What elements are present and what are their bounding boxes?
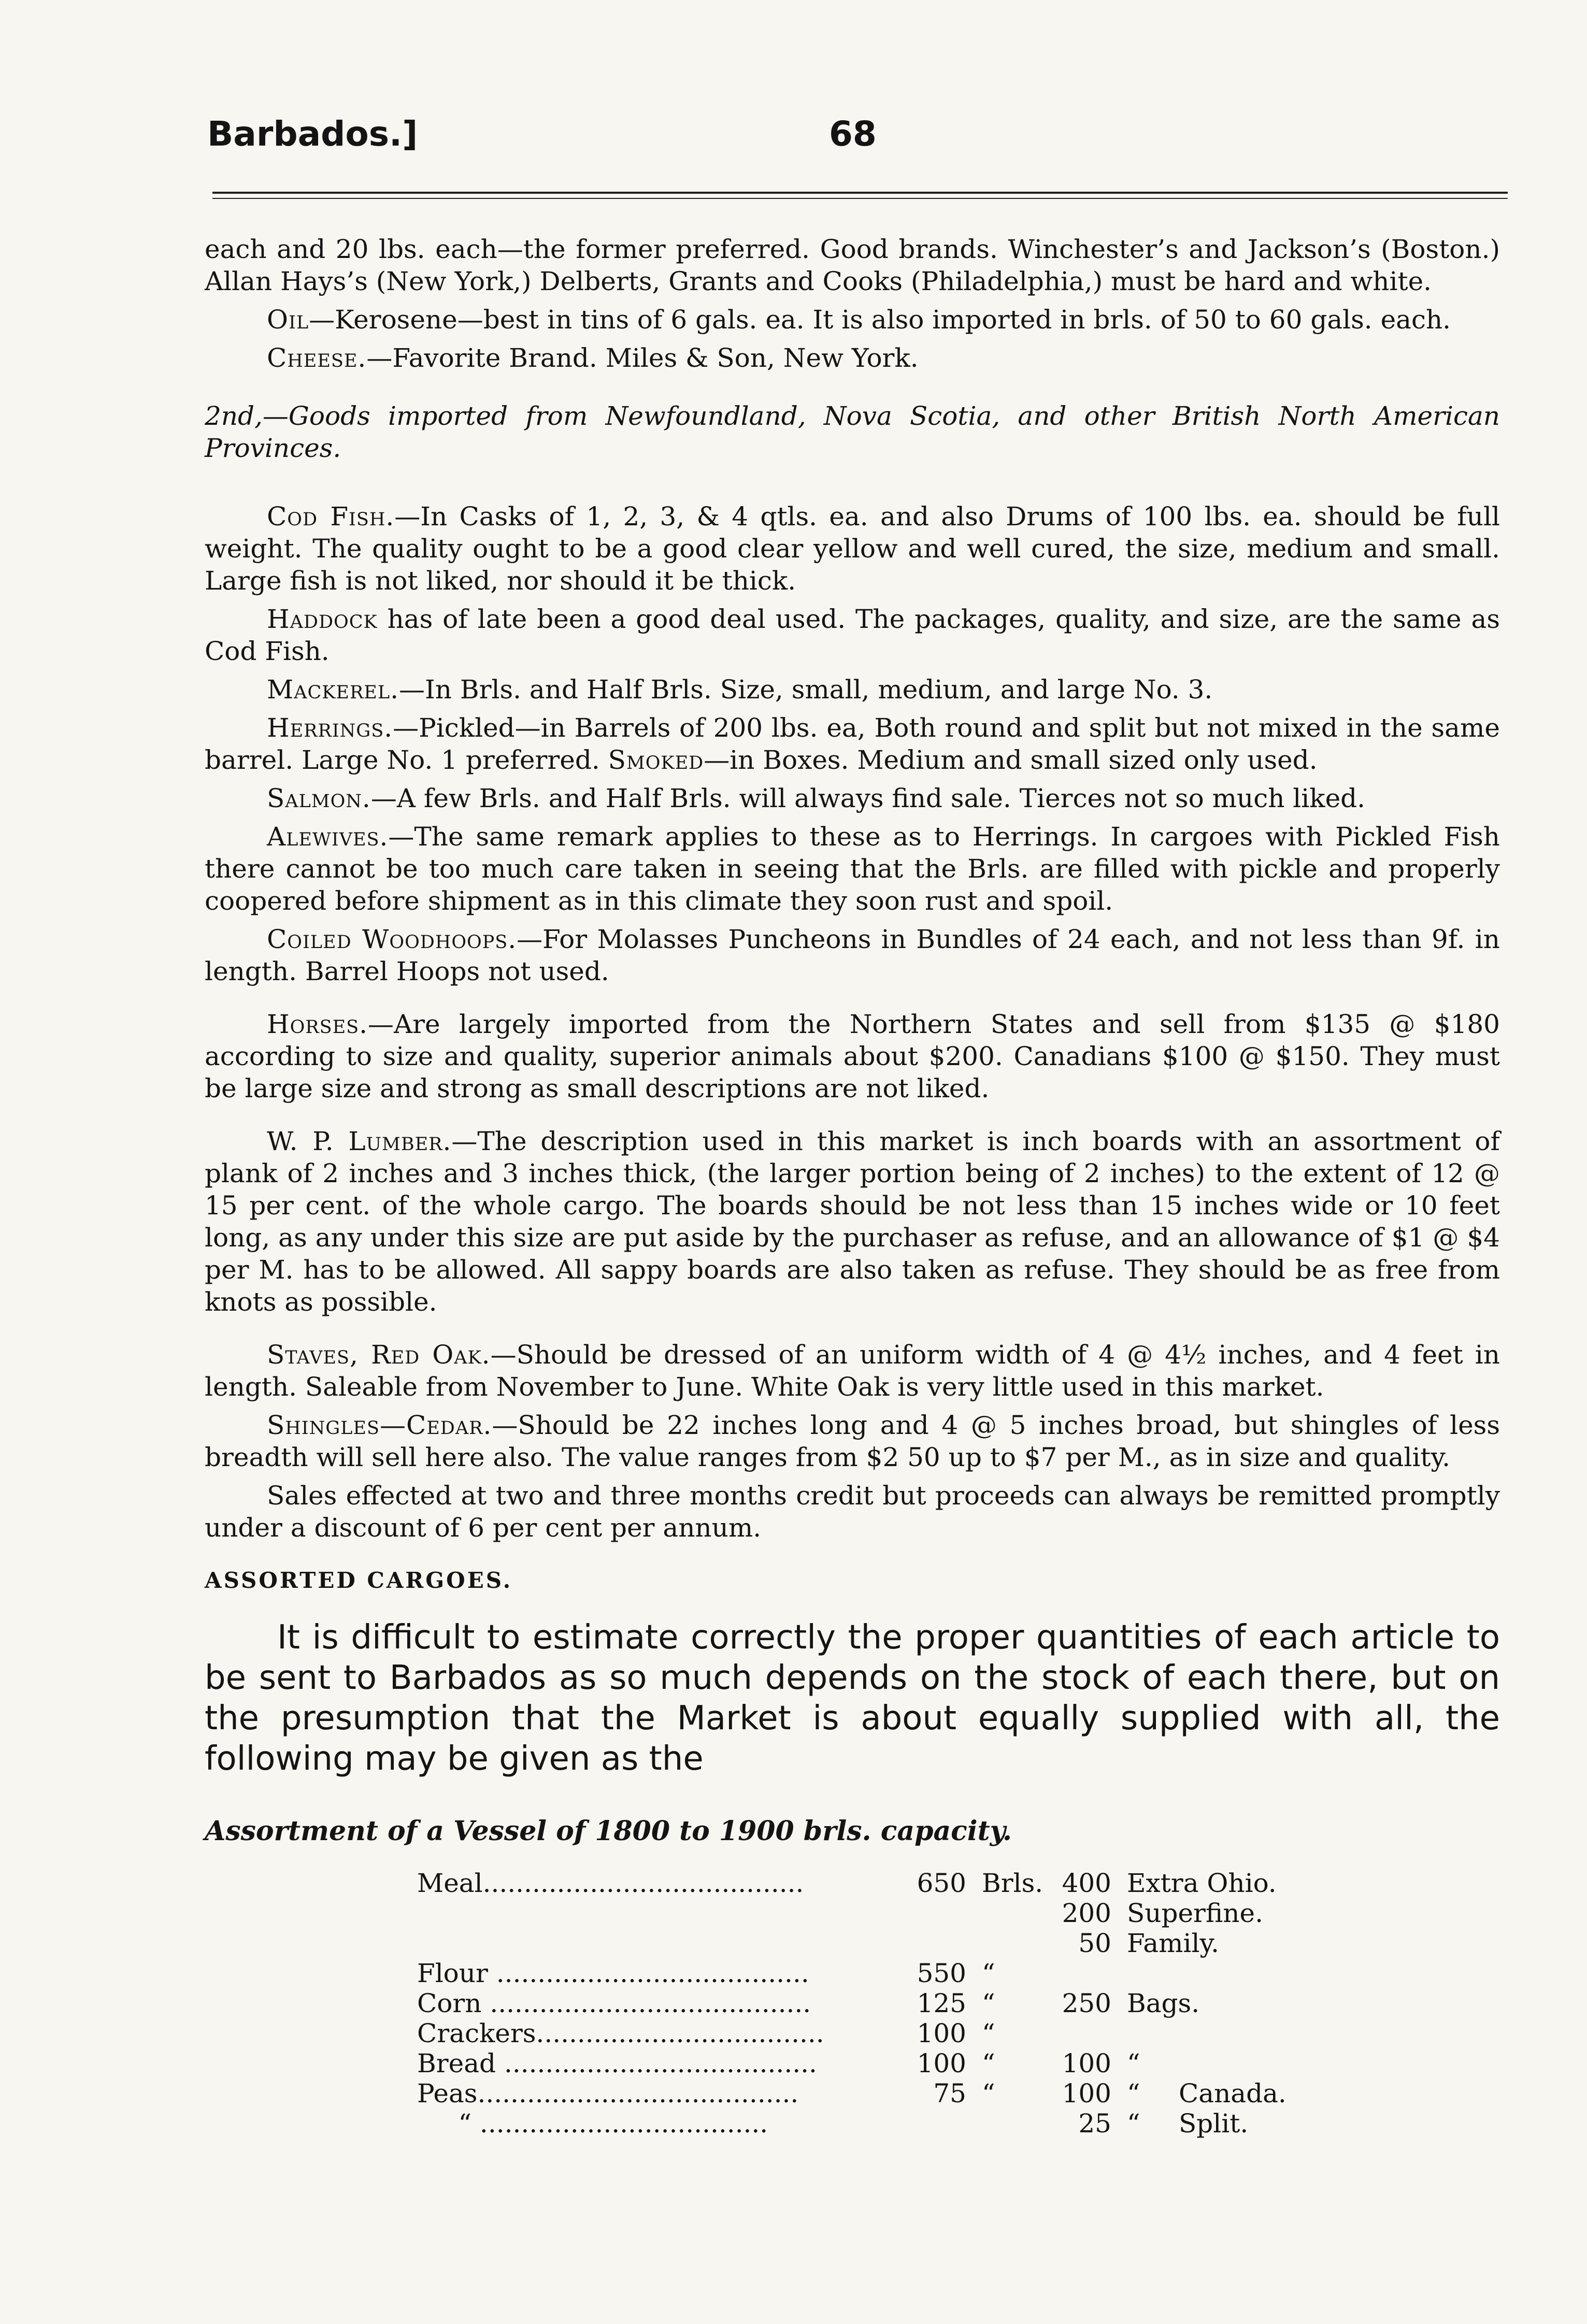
text-woodhoops: —For Molasses Puncheons in Bundles of 24 each, and not less than 9f. in length. Barrel Hoops not used. [205, 924, 1500, 986]
cargo-item: Crackers................................... [417, 2018, 824, 2048]
spacer [205, 994, 1500, 1008]
cargo-sub-quantity: 250 [1062, 1988, 1111, 2018]
spacer [205, 1111, 1500, 1125]
cargo-item: “ ................................... [417, 2108, 768, 2139]
paragraph-herrings [205, 712, 1500, 776]
paragraph-haddock [205, 603, 1500, 667]
text-shingles: —Should be 22 inches long and 4 @ 5 inches broad, but shingles of less breadth will sell here also. The value ranges from $2 50 up to $7 per M., as in size and quality. [205, 1410, 1500, 1472]
cargo-unit: “ [982, 2048, 995, 2078]
text-herrings-1: —Pickled—in Barrels of 200 lbs. ea, Both round and split but not mixed in the same barrel. Large No. 1 preferred. [205, 713, 1500, 775]
cargo-sub-description: Canada. [1179, 2078, 1286, 2108]
table-row [205, 2018, 1500, 2048]
cargo-sub-quantity: 100 [1062, 2078, 1111, 2108]
table-row [205, 1928, 1500, 1958]
heading-staves: Staves, Red Oak. [267, 1340, 491, 1370]
spacer [205, 1324, 1500, 1339]
text-horses: —Are largely imported from the Northern States and sell from $135 @ $180 according to size and quality, superior animals about $200. Canadians $100 @ $150. They must be large size and strong as small descriptions are not liked. [205, 1009, 1500, 1103]
heading-alewives: Alewives. [267, 822, 389, 852]
cargo-quantity: 100 [917, 2048, 966, 2078]
cargo-item: Corn ....................................... [417, 1988, 811, 2018]
assorted-cargoes-title: ASSORTED CARGOES. [205, 1568, 513, 1593]
section-lead: 2nd, [205, 401, 263, 431]
cargo-sub-quantity: 100 [1062, 2048, 1111, 2078]
heading-salmon: Salmon. [267, 783, 371, 813]
cargo-item: Flour ...................................... [417, 1958, 809, 1988]
running-head: Barbados.] [207, 114, 418, 154]
section-text: —Goods imported from Newfoundland, Nova Scotia, and other British North American Provinces. [205, 401, 1500, 463]
table-row [205, 2048, 1500, 2078]
cargo-sub-quantity: 200 [1062, 1898, 1111, 1928]
text-alewives: —The same remark applies to these as to Herrings. In cargoes with Pickled Fish there cannot be too much care taken in seeing that the Brls. are filled with pickle and properly coopered before shipment as in this climate they soon rust and spoil. [205, 822, 1500, 916]
cargo-sub-quantity: 400 [1062, 1868, 1111, 1898]
paragraph-continued: each and 20 lbs. each—the former preferred. Good brands. Winchester’s and Jackson’s (Boston.) Allan Hays’s (New York,) Delberts, Grants and Cooks (Philadelphia,) must be hard and white. [205, 234, 1500, 296]
cargo-unit: “ [982, 2078, 995, 2108]
assortment-table [205, 1868, 1500, 2139]
paragraph-sales: Sales effected at two and three months credit but proceeds can always be remitted promptly under a discount of 6 per cent per annum. [205, 1481, 1500, 1543]
cargo-quantity: 100 [917, 2018, 966, 2048]
page-number: 68 [829, 114, 877, 154]
cargo-unit: Brls. [982, 1868, 1043, 1898]
table-row [205, 1988, 1500, 2018]
table-row [205, 2078, 1500, 2108]
header-rule-thin [212, 198, 1508, 199]
paragraph-horses [205, 1008, 1500, 1104]
cargo-item: Bread ...................................... [417, 2048, 817, 2078]
cargo-unit: “ [982, 1988, 995, 2018]
document-body [205, 233, 1500, 2139]
cargo-item: Meal....................................... [417, 1868, 804, 1898]
page-header [207, 104, 1503, 166]
heading-woodhoops: Coiled Woodhoops. [267, 924, 517, 954]
text-haddock: has of late been a good deal used. The packages, quality, and size, are the same as Cod Fish. [205, 604, 1500, 666]
cargo-item: Peas....................................... [417, 2078, 799, 2108]
cargo-quantity: 550 [917, 1958, 966, 1988]
cargo-quantity: 125 [917, 1988, 966, 2018]
heading-lumber: W. P. Lumber. [267, 1126, 452, 1156]
table-row [205, 1958, 1500, 1988]
heading-codfish: Cod Fish. [267, 501, 395, 532]
paragraph-woodhoops [205, 923, 1500, 987]
cargo-sub-description: Split. [1179, 2108, 1249, 2139]
cargo-sub-description: Bags. [1127, 1988, 1200, 2018]
section-heading [205, 400, 1500, 464]
cargo-sub-description: Family. [1127, 1928, 1220, 1958]
paragraph-oil [205, 304, 1500, 336]
heading-haddock: Haddock [267, 604, 378, 634]
heading-smoked: Smoked [608, 745, 704, 775]
paragraph-staves [205, 1339, 1500, 1403]
heading-oil: Oil [267, 305, 309, 335]
cargo-sub-quantity: 25 [1078, 2108, 1111, 2139]
cargo-sub-unit: “ [1127, 2078, 1140, 2108]
heading-mackerel: Mackerel. [267, 675, 399, 705]
text-lumber: —The description used in this market is inch boards with an assortment of plank of 2 inches and 3 inches thick, (the larger portion being of 2 inches) to the extent of 12 @ 15 per cent. of the whole cargo. The boards should be not less than 15 inches wide or 10 feet long, as any under this size are put aside by the purchaser as refuse, and an allowance of $1 @ $4 per M. has to be allowed. All sappy boards are also taken as refuse. They should be as free from knots as possible. [205, 1126, 1500, 1317]
text-herrings-2: —in Boxes. Medium and small sized only used. [704, 745, 1318, 775]
assorted-cargoes-intro: It is difficult to estimate correctly the proper quantities of each article to be sent to Barbados as so much depends on the stock of each there, but on the presumption that the Market is about equally supplied with all, the following may be given as the [205, 1618, 1500, 1778]
paragraph-cheese [205, 342, 1500, 374]
cargo-quantity: 75 [933, 2078, 966, 2108]
paragraph-shingles [205, 1409, 1500, 1473]
heading-horses: Horses. [267, 1009, 368, 1039]
paragraph-salmon [205, 782, 1500, 814]
cargo-sub-unit: “ [1127, 2108, 1140, 2139]
table-row [205, 1898, 1500, 1928]
cargo-quantity: 650 [917, 1868, 966, 1898]
text-oil: —Kerosene—best in tins of 6 gals. ea. It is also imported in brls. of 50 to 60 gals. each. [309, 305, 1451, 335]
paragraph-codfish [205, 500, 1500, 597]
cargo-sub-description: Superfine. [1127, 1898, 1263, 1928]
text-codfish: —In Casks of 1, 2, 3, & 4 qtls. ea. and also Drums of 100 lbs. ea. should be full weight. The quality ought to be a good clear yellow and well cured, the size, medium and small. Large fish is not liked, nor should it be thick. [205, 501, 1500, 596]
cargo-sub-quantity: 50 [1078, 1928, 1111, 1958]
heading-herrings: Herrings. [267, 713, 393, 743]
cargo-sub-unit: “ [1127, 2048, 1140, 2078]
table-row [205, 2108, 1500, 2139]
text-salmon: —A few Brls. and Half Brls. will always find sale. Tierces not so much liked. [370, 783, 1366, 813]
table-row [205, 1868, 1500, 1898]
cargo-sub-description: Extra Ohio. [1127, 1868, 1277, 1898]
text-staves: —Should be dressed of an uniform width of 4 @ 4½ inches, and 4 feet in length. Saleable from November to June. White Oak is very little used in this market. [205, 1340, 1500, 1402]
cargo-unit: “ [982, 2018, 995, 2048]
text-cheese: —Favorite Brand. Miles & Son, New York. [366, 343, 919, 373]
paragraph-mackerel [205, 673, 1500, 706]
paragraph-lumber [205, 1125, 1500, 1318]
heading-cheese: Cheese. [267, 343, 367, 373]
cargo-unit: “ [982, 1958, 995, 1988]
heading-shingles: Shingles—Cedar. [267, 1410, 492, 1440]
paragraph-alewives [205, 821, 1500, 917]
assortment-table-caption: Assortment of a Vessel of 1800 to 1900 brls. capacity. [205, 1815, 1012, 1847]
header-rule [212, 192, 1508, 194]
text-mackerel: —In Brls. and Half Brls. Size, small, medium, and large No. 3. [399, 675, 1213, 705]
